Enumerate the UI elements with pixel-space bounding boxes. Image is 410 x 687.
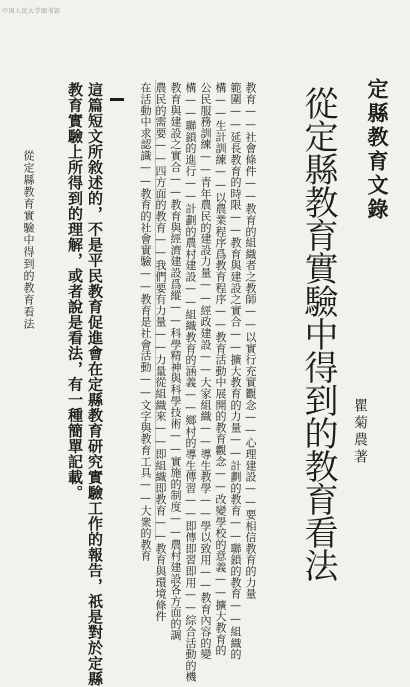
outline-line-1: 在活動中求認識——教育的社會實驗——教育是社會活動——文字與教育工具——大衆的教育 [139,82,152,562]
section-marker [110,98,124,101]
library-stamp: 中国人民大学图书馆 [2,8,61,15]
outline-line-5: 公民服務訓練——青年農民的建設力量——經政建設——大家組織——導生教學——學以致用——教育內容的變 [199,82,212,660]
intro-line-2: 教育實驗上所得到的理解，或者說是看法，有一種簡單記載。 [66,82,84,501]
outline-line-2: 農民的需要——四方面的教育——我們要有力量——力量從組織來——即組織即教育——教育與環境條件 [154,82,167,622]
outline-line-7: 範圍——延長教育的時限——教育與建設之實合——擴大教育的力量——計劃的教育——聯鎖的教育——組織的 [229,82,242,660]
outline-line-8: 教育——社會條件——教育的組織者之教師——以實行充實觀念——心理建設——要相信教育的力量 [244,82,257,600]
series-title: 定縣教育文錄 [365,78,390,222]
author-line: 瞿菊農著 [352,398,368,466]
outline-line-3: 教育與建設之實合——教育與經濟建設爲縱——科學精神與科學技術——實施的制度——農村建設各方面的調 [169,82,182,641]
outline-line-6: 構——生計訓練——以農業程序爲教育程序——教育活動中展開的教育觀念——改變學校的意義——擴大教育的 [214,82,227,656]
running-title: 從定縣教育實驗中得到的教育看法 [22,150,35,330]
outline-line-4: 構——聯鎖的進行——計劃的農村建設——組織教育的涵義——鄉村的導生傳習——即傳即習即用——綜合活動的機 [184,82,197,683]
intro-line-1: 這篇短文所敘述的，不是平民教育促進會在定縣教育研究實驗工作的報告，祇是對於定縣 [86,82,104,687]
page-title: 從定縣教育實驗中得到的教育看法 [298,86,338,581]
